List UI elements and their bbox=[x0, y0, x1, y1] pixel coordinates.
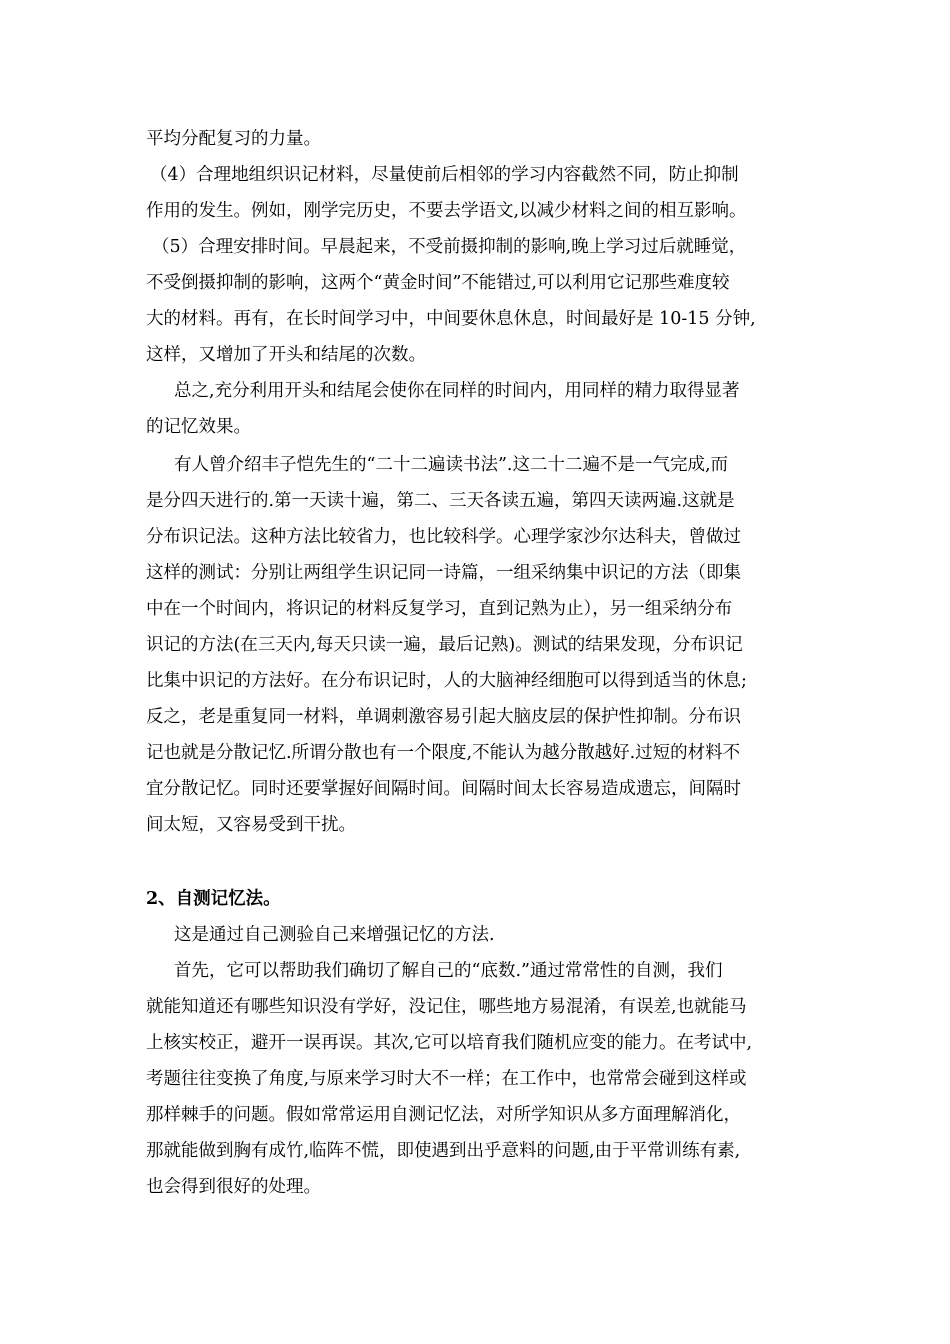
text-line: 平均分配复习的力量。 bbox=[146, 129, 321, 149]
text-line: 作用的发生。例如，刚学完历史，不要去学语文,以减少材料之间的相互影响。 bbox=[146, 201, 747, 221]
text-line: 间太短，又容易受到干扰。 bbox=[146, 815, 356, 835]
text-line: 分布识记法。这种方法比较省力，也比较科学。心理学家沙尔达科夫，曾做过 bbox=[146, 527, 741, 547]
text-line: 有人曾介绍丰子恺先生的“二十二遍读书法”.这二十二遍不是一气完成,而 bbox=[174, 455, 729, 475]
text-line: 就能知道还有哪些知识没有学好，没记住，哪些地方易混淆，有误差,也就能马 bbox=[146, 997, 747, 1017]
text-line: 这样的测试：分别让两组学生识记同一诗篇，一组采纳集中识记的方法（即集 bbox=[146, 563, 741, 583]
text-line: 这样，又增加了开头和结尾的次数。 bbox=[146, 345, 426, 365]
text-line: 的记忆效果。 bbox=[146, 417, 251, 437]
text-line: 是分四天进行的.第一天读十遍，第二、三天各读五遍，第四天读两遍.这就是 bbox=[146, 491, 735, 511]
text-line: 中在一个时间内，将识记的材料反复学习，直到记熟为止），另一组采纳分布 bbox=[146, 599, 733, 619]
text-line: 总之,充分利用开头和结尾会使你在同样的时间内，用同样的精力取得显著 bbox=[174, 381, 740, 401]
text-line: （5）合理安排时间。早晨起来，不受前摄抑制的影响,晚上学习过后就睡觉， bbox=[152, 237, 747, 257]
text-line: 识记的方法(在三天内,每天只读一遍，最后记熟)。测试的结果发现，分布识记 bbox=[146, 635, 743, 655]
text-line: 首先，它可以帮助我们确切了解自己的“底数.”通过常常性的自测，我们 bbox=[174, 961, 723, 981]
text-line: 不受倒摄抑制的影响，这两个“黄金时间”不能错过,可以利用它记那些难度较 bbox=[146, 273, 730, 293]
text-line: 考题往往变换了角度,与原来学习时大不一样；在工作中，也常常会碰到这样或 bbox=[146, 1069, 747, 1089]
text-line: 上核实校正，避开一误再误。其次,它可以培育我们随机应变的能力。在考试中, bbox=[146, 1033, 753, 1053]
text-line: 反之，老是重复同一材料，单调刺激容易引起大脑皮层的保护性抑制。分布识 bbox=[146, 707, 741, 727]
text-line: （4）合理地组织识记材料，尽量使前后相邻的学习内容截然不同，防止抑制 bbox=[150, 165, 739, 185]
text-line: 也会得到很好的处理。 bbox=[146, 1177, 321, 1197]
text-line: 那就能做到胸有成竹,临阵不慌，即使遇到出乎意料的问题,由于平常训练有素, bbox=[146, 1141, 741, 1161]
text-line: 那样棘手的问题。假如常常运用自测记忆法，对所学知识从多方面理解消化， bbox=[146, 1105, 741, 1125]
text-line: 这是通过自己测验自己来增强记忆的方法. bbox=[174, 925, 495, 945]
section-heading: 2、自测记忆法。 bbox=[146, 889, 281, 909]
text-line: 宜分散记忆。同时还要掌握好间隔时间。间隔时间太长容易造成遗忘，间隔时 bbox=[146, 779, 741, 799]
text-line: 比集中识记的方法好。在分布识记时，人的大脑神经细胞可以得到适当的休息; bbox=[146, 671, 747, 691]
text-line: 记也就是分散记忆.所谓分散也有一个限度,不能认为越分散越好.过短的材料不 bbox=[146, 743, 741, 763]
text-line: 大的材料。再有，在长时间学习中，中间要休息休息，时间最好是 10-15 分钟, bbox=[146, 309, 756, 329]
